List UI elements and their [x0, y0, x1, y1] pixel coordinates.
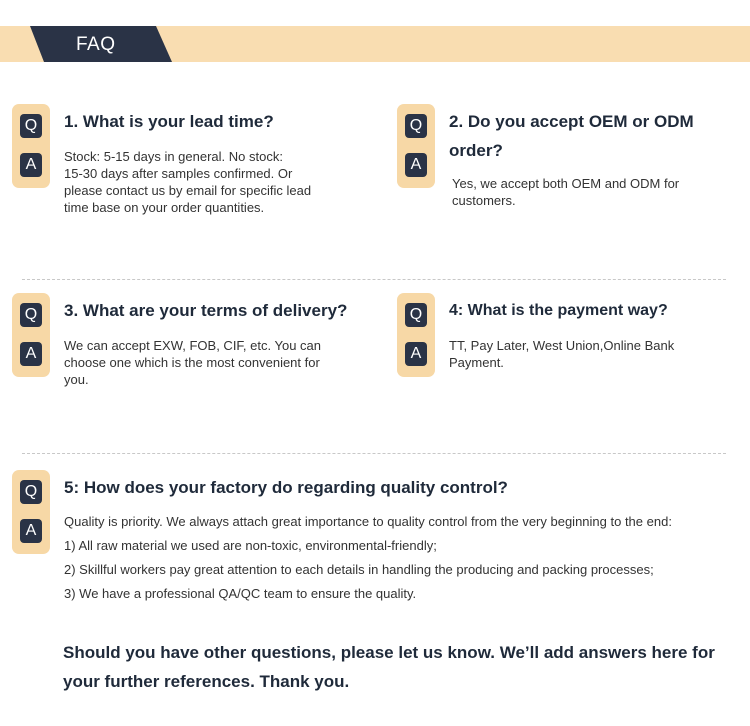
quality-point: 2) Skillful workers pay great attention to each details in handling the producing and packing processes; [64, 562, 654, 577]
q-marker: Q [405, 303, 427, 327]
a-marker: A [20, 153, 42, 177]
qa-badge [397, 104, 435, 188]
qa-badge [397, 293, 435, 377]
faq-answer: TT, Pay Later, West Union,Online Bank Payment. [449, 338, 675, 370]
faq-answer-intro: Quality is priority. We always attach great importance to quality control from the very beginning to the end: [64, 514, 672, 529]
faq-answer: Yes, we accept both OEM and ODM for customers. [452, 176, 680, 208]
faq-title: FAQ [76, 34, 116, 55]
faq-question: 4: What is the payment way? [449, 302, 668, 319]
q-marker: Q [20, 303, 42, 327]
q-marker: Q [405, 114, 427, 138]
q-marker: Q [20, 480, 42, 504]
quality-point: 3) We have a professional QA/QC team to ensure the quality. [64, 586, 417, 601]
qa-badge [12, 293, 50, 377]
section-divider [22, 453, 726, 454]
faq-question: 1. What is your lead time? [64, 112, 274, 131]
section-divider [22, 279, 726, 280]
faq-answer: We can accept EXW, FOB, CIF, etc. You can choose one which is the most convenient for you. [64, 338, 321, 387]
faq-question: 2. Do you accept OEM or ODM order? [449, 112, 694, 160]
a-marker: A [405, 342, 427, 366]
a-marker: A [405, 153, 427, 177]
closing-note: Should you have other questions, please let us know. We’ll add answers here for your further references. Thank you. [63, 643, 715, 691]
q-marker: Q [20, 114, 42, 138]
quality-point: 1) All raw material we used are non-toxic, environmental-friendly; [64, 538, 437, 553]
faq-question: 3. What are your terms of delivery? [64, 301, 348, 320]
faq-answer: Stock: 5-15 days in general. No stock: 15-30 days after samples confirmed. Or please contact us by email for specific lead time base on your order quantities. [64, 149, 312, 215]
qa-badge [12, 104, 50, 188]
a-marker: A [20, 519, 42, 543]
faq-question: 5: How does your factory do regarding quality control? [64, 478, 508, 497]
qa-badge [12, 470, 50, 554]
a-marker: A [20, 342, 42, 366]
